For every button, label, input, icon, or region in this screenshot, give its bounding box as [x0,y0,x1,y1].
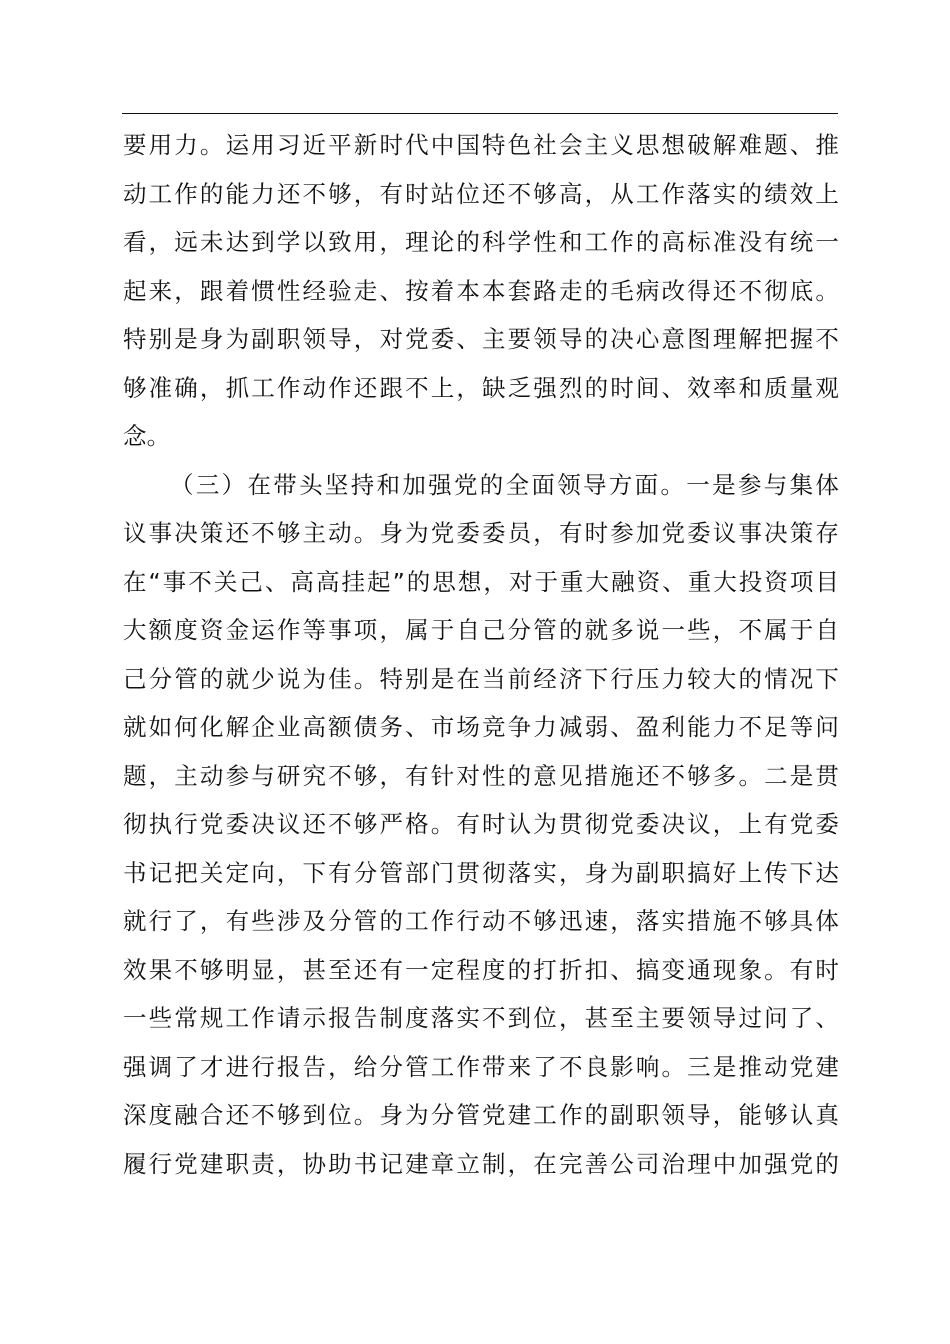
text-line: 书记把关定向，下有分管部门贯彻落实，身为副职搞好上传下达 [123,858,839,887]
text-line: 履行党建职责，协助书记建章立制，在完善公司治理中加强党的 [123,1149,839,1178]
text-line: 要用力。运用习近平新时代中国特色社会主义思想破解难题、推 [123,131,839,159]
text-line: 够准确，抓工作动作还跟不上，缺乏强烈的时间、效率和质量观 [123,373,839,402]
text-line: 己分管的就少说为佳。特别是在当前经济下行压力较大的情况下 [123,664,839,693]
text-line: 特别是身为副职领导，对党委、主要领导的决心意图理解把握不 [123,325,839,353]
body-text [123,121,839,1188]
section-heading-line: （三）在带头坚持和加强党的全面领导方面。一是参与集体 [170,470,839,499]
text-line: 就行了，有些涉及分管的工作行动不够迅速，落实措施不够具体 [123,907,839,935]
text-line: 起来，跟着惯性经验走、按着本本套路走的毛病改得还不彻底。 [123,276,839,305]
text-line: 在“事不关己、高高挂起”的思想，对于重大融资、重大投资项目 [123,567,839,596]
text-line: 就如何化解企业高额债务、市场竞争力减弱、盈利能力不足等问 [123,713,839,741]
text-line: 强调了才进行报告，给分管工作带来了不良影响。三是推动党建 [123,1052,839,1081]
text-line: 动工作的能力还不够，有时站位还不够高，从工作落实的绩效上 [123,179,839,208]
text-line: 议事决策还不够主动。身为党委委员，有时参加党委议事决策存 [123,519,839,547]
text-line: 深度融合还不够到位。身为分管党建工作的副职领导，能够认真 [123,1101,839,1129]
text-line: 一些常规工作请示报告制度落实不到位，甚至主要领导过问了、 [123,1004,839,1032]
text-line: 大额度资金运作等事项，属于自己分管的就多说一些，不属于自 [123,616,839,644]
text-line: 彻执行党委决议还不够严格。有时认为贯彻党委决议，上有党委 [123,810,839,838]
text-line: 念。 [123,422,171,450]
text-line: 看，远未达到学以致用，理论的科学性和工作的高标准没有统一 [123,228,839,256]
text-line: 题，主动参与研究不够，有针对性的意见措施还不够多。二是贯 [123,761,839,790]
text-line: 效果不够明显，甚至还有一定程度的打折扣、搞变通现象。有时 [123,955,839,984]
header-rule [122,113,838,114]
